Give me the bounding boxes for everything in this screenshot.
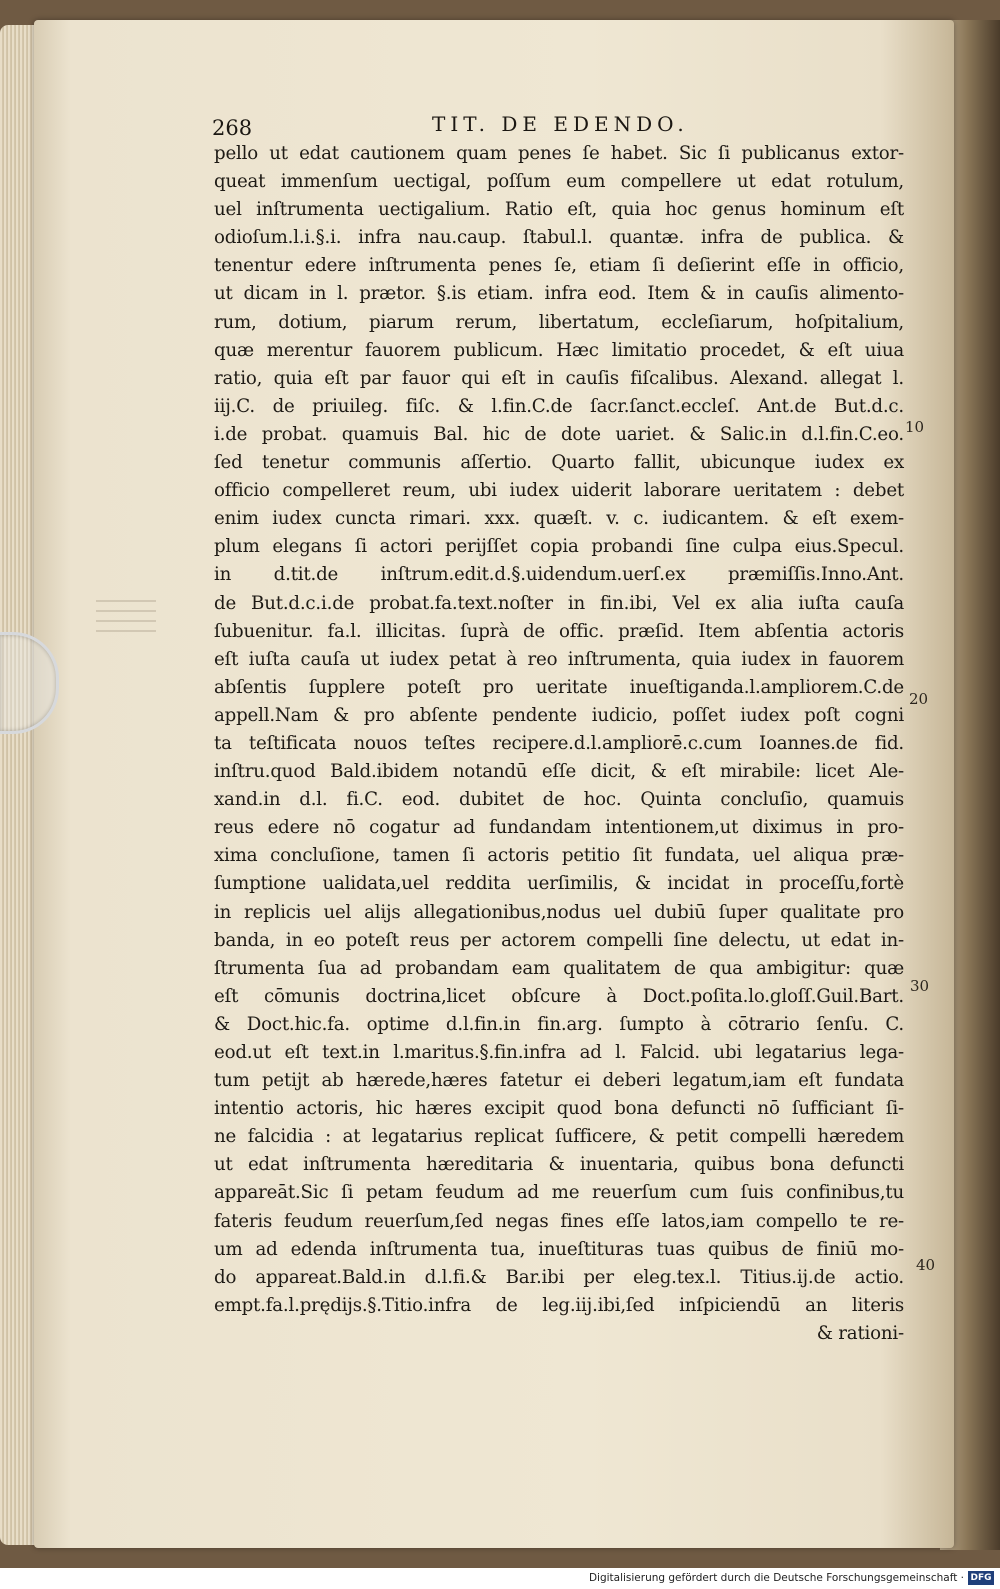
text-line: in replicis uel alijs allegationibus,nodus uel dubiū ſuper qualitate pro — [214, 901, 904, 923]
text-line: ut edat inſtrumenta hæreditaria & inuentaria, quibus bona defuncti — [214, 1154, 904, 1176]
page-number: 268 — [212, 116, 253, 140]
text-line: enim iudex cuncta rimari. xxx. quæſt. v. c. iudicantem. & eſt exem- — [214, 508, 904, 530]
text-line: plum elegans ſi actori perijſſet copia probandi ſine culpa eius.Specul. — [214, 536, 904, 558]
text-line: iij.C. de priuileg. fiſc. & l.fin.C.de ſacr.ſanct.eccleſ. Ant.de But.d.c. — [214, 395, 904, 417]
text-line: appareāt.Sic ſi petam feudum ad me reuerſum cum ſuis confinibus,tu — [214, 1182, 904, 1204]
text-line: appell.Nam & pro abſente pendente iudicio, poſſet iudex poſt cogni — [214, 704, 904, 726]
bleed-through-marks — [96, 600, 156, 640]
text-line: ta teſtificata nouos teſtes recipere.d.l.ampliorē.c.cum Ioannes.de fid. — [214, 732, 904, 754]
text-line: xand.in d.l. fi.C. eod. dubitet de hoc. Quinta concluſio, quamuis — [214, 789, 904, 811]
margin-line-number-40: 40 — [916, 1256, 936, 1274]
text-line: eſt cōmunis doctrina,licet obſcure à Doct.poſita.lo.gloſſ.Guil.Bart. — [214, 985, 904, 1007]
text-line: ratio, quia eſt par fauor qui eſt in cauſis fiſcalibus. Alexand. allegat l. — [214, 367, 904, 389]
text-line: rum, dotium, piarum rerum, libertatum, eccleſiarum, hoſpitalium, — [214, 311, 904, 333]
text-line: xima concluſione, tamen ſi actoris petitio ſit fundata, uel aliqua præ- — [214, 845, 904, 867]
text-line: intentio actoris, hic hæres excipit quod bona defuncti nō ſufficiant ſi- — [214, 1098, 904, 1120]
text-line: uel inſtrumenta uectigalium. Ratio eſt, quia hoc genus hominum eſt — [214, 199, 904, 221]
text-line: ſubuenitur. fa.l. illicitas. ſuprà de offic. præſid. Item abſentia actoris — [214, 620, 904, 642]
text-line: ut dicam in l. prætor. §.is etiam. infra eod. Item & in cauſis alimento- — [214, 283, 904, 305]
text-line: ſtrumenta ſua ad probandam eam qualitatem de qua ambigitur: quæ — [214, 957, 904, 979]
text-line: quæ merentur fauorem publicum. Hæc limitatio procedet, & eſt uiua — [214, 339, 904, 361]
text-line: reus edere nō cogatur ad fundandam intentionem,ut diximus in pro- — [214, 817, 904, 839]
text-line: eſt iuſta cauſa ut iudex petat à reo inſtrumenta, quia iudex in fauorem — [214, 648, 904, 670]
text-line: empt.fa.l.prędijs.§.Titio.infra de leg.iij.ibi,ſed inſpiciendū an literis — [214, 1294, 904, 1316]
text-line: abſentis ſupplere poteſt pro ueritate inueſtiganda.l.ampliorem.C.de — [214, 676, 904, 698]
running-head: TIT. DE EDENDO. — [432, 112, 689, 136]
text-line: queat immenſum uectigal, poſſum eum compellere ut edat rotulum, — [214, 171, 904, 193]
text-line: inſtru.quod Bald.ibidem notandū eſſe dicit, & eſt mirabile: licet Ale- — [214, 761, 904, 783]
text-line: ſed tenetur communis aſſertio. Quarto fallit, ubicunque iudex ex — [214, 452, 904, 474]
dfg-logo: DFG — [968, 1571, 994, 1585]
text-line: & Doct.hic.fa. optime d.l.fin.in fin.arg. ſumpto à cōtrario ſenſu. C. — [214, 1013, 904, 1035]
text-line: um ad edenda inſtrumenta tua, inueſtituras tuas quibus de finiū mo- — [214, 1238, 904, 1260]
body-text — [214, 140, 904, 1348]
footer-bar — [0, 1568, 1000, 1589]
margin-line-number-10: 10 — [905, 418, 925, 436]
text-line: in d.tit.de inſtrum.edit.d.§.uidendum.uerſ.ex præmiſſis.Inno.Ant. — [214, 564, 904, 586]
text-line: banda, in eo poteſt reus per actorem compelli ſine delectu, ut edat in- — [214, 929, 904, 951]
text-line: tenentur edere inſtrumenta penes ſe, etiam ſi deſierint eſſe in officio, — [214, 255, 904, 277]
text-line: ſumptione ualidata,uel reddita uerſimilis, & incidat in proceſſu,fortè — [214, 873, 904, 895]
text-line: tum petijt ab hærede,hæres fatetur ei deberi legatum,iam eſt fundata — [214, 1070, 904, 1092]
margin-line-number-20: 20 — [909, 690, 929, 708]
text-line: ne falcidia : at legatarius replicat ſufficere, & petit compelli hæredem — [214, 1126, 904, 1148]
page-header — [212, 112, 902, 142]
text-line: fateris feudum reuerſum,ſed negas fines eſſe latos,iam compello te re- — [214, 1210, 904, 1232]
text-line: eod.ut eſt text.in l.maritus.§.fin.infra ad l. Falcid. ubi legatarius lega- — [214, 1042, 904, 1063]
text-line: pello ut edat cautionem quam penes ſe habet. Sic ſi publicanus extor- — [214, 143, 904, 164]
margin-line-number-30: 30 — [910, 977, 930, 995]
text-line: & rationi- — [816, 1322, 904, 1344]
text-line: odioſum.l.i.§.i. infra nau.caup. ſtabul.l. quantæ. infra de publica. & — [214, 227, 904, 249]
text-line: de But.d.c.i.de probat.fa.text.noſter in fin.ibi, Vel ex alia iuſta cauſa — [214, 592, 904, 614]
text-line: i.de probat. quamuis Bal. hic de dote uariet. & Salic.in d.l.fin.C.eo. — [214, 423, 904, 445]
text-line: do appareat.Bald.in d.l.fi.& Bar.ibi per eleg.tex.l. Titius.ij.de actio. — [214, 1266, 904, 1288]
funding-credit: Digitalisierung gefördert durch die Deutsche Forschungsgemeinschaft · — [588, 1572, 964, 1584]
text-line: officio compelleret reum, ubi iudex uiderit laborare ueritatem : debet — [214, 480, 904, 502]
